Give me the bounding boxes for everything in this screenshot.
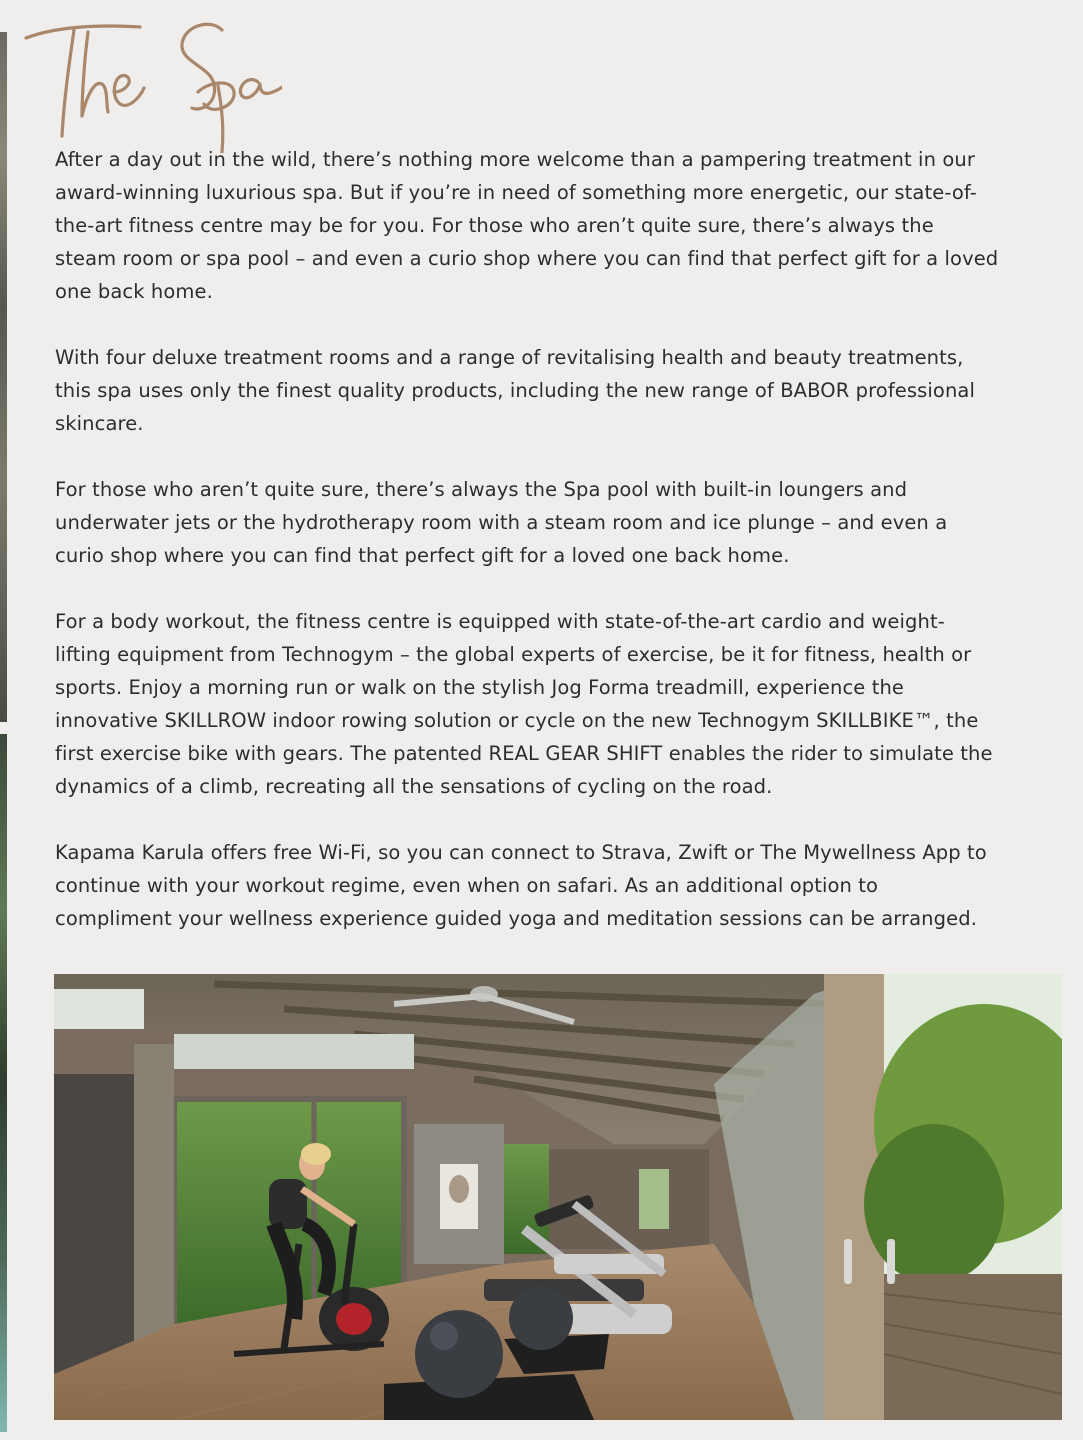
- gym-photo-illustration: [54, 974, 1062, 1420]
- edge-photo-top: [0, 32, 7, 722]
- paragraph-intro: After a day out in the wild, there’s nothing more welcome than a pampering treatment in our award-winning luxurious spa. But if you’re in need of something more energetic, our state-of-the-art fitness centre may be for you. For those who aren’t quite sure, there’s always the steam room or spa pool – and even a curio shop where you can find that perfect gift for a loved one back home.: [55, 148, 999, 303]
- paragraph-wifi: Kapama Karula offers free Wi-Fi, so you can connect to Strava, Zwift or The Mywellness App to continue with your workout regime, even when on safari. As an additional option to compliment your wellness experience guided yoga and meditation sessions can be arranged.: [55, 841, 987, 930]
- page-title: [22, 8, 282, 153]
- paragraph-treatments: With four deluxe treatment rooms and a range of revitalising health and beauty treatments, this spa uses only the finest quality products, including the new range of BABOR professional skincare.: [55, 346, 975, 435]
- paragraph-spa-pool: For those who aren’t quite sure, there’s always the Spa pool with built-in loungers and underwater jets or the hydrotherapy room with a steam room and ice plunge – and even a curio shop where you can find that perfect gift for a loved one back home.: [55, 478, 948, 567]
- body-copy: [55, 143, 1000, 968]
- left-edge-photo-strip: [0, 32, 7, 1432]
- gym-photo: [54, 974, 1062, 1420]
- edge-photo-bottom: [0, 734, 7, 1432]
- paragraph-fitness-centre: For a body workout, the fitness centre is equipped with state-of-the-art cardio and weight-lifting equipment from Technogym – the global experts of exercise, be it for fitness, health or sports. Enjoy a morning run or walk on the stylish Jog Forma treadmill, experience the innovative SKILLROW indoor rowing solution or cycle on the new Technogym SKILLBIKE™, the first exercise bike with gears. The patented REAL GEAR SHIFT enables the rider to simulate the dynamics of a climb, recreating all the sensations of cycling on the road.: [55, 610, 993, 798]
- script-title-artwork: [22, 8, 282, 153]
